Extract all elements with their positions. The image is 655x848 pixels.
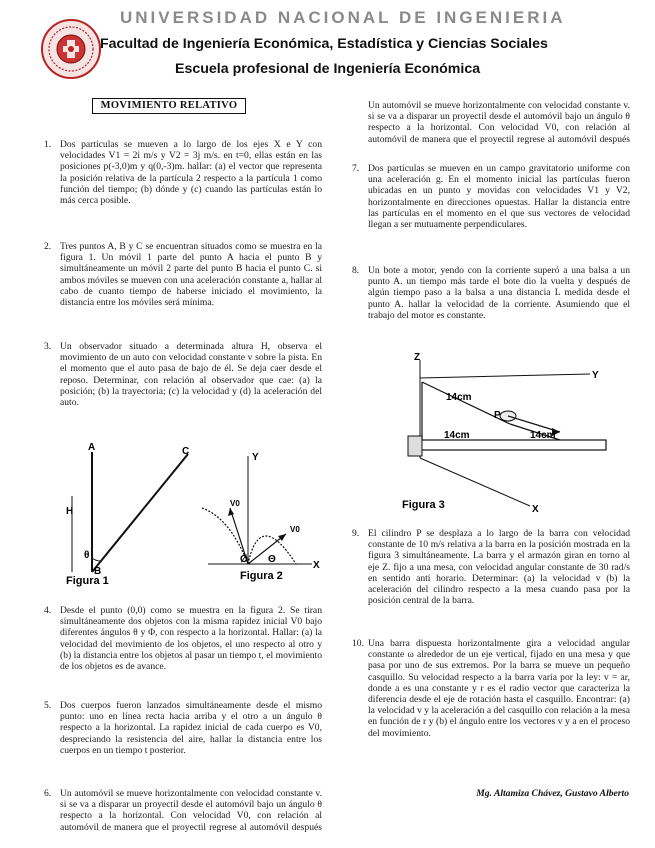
figure2-label-phi: Ø — [240, 554, 248, 565]
figure3-label-x: X — [532, 504, 539, 515]
figure2-label-v0b: V0 — [290, 525, 300, 534]
figure1-diagonal-line — [92, 454, 188, 572]
figure-3 — [390, 348, 630, 518]
problem-number: 2. — [44, 241, 52, 252]
problem-text: Un automóvil se mueve horizontalmente con velocidad constante v. si se va a disparar un proyectil desde el automóvil bajo un ángulo θ respecto a la horizontal. Con velocidad V0, con relación al automóvil de manera que el proyectil regrese al automóvil después — [60, 788, 322, 832]
problem-number: 1. — [44, 139, 52, 150]
problem-number: 10. — [352, 638, 364, 649]
problem-number: 7. — [352, 163, 360, 174]
faculty-name: Facultad de Ingeniería Económica, Estadística y Ciencias Sociales — [100, 36, 548, 52]
figure3-caption: Figura 3 — [402, 499, 445, 511]
problem-text: Dos partículas se mueven en un campo gravitatorio uniforme con una aceleración g. En el momento inicial las partículas fueron ubicadas en un punto y movidas con velocidades V1 y V2, horizontalmente en direcciones opuestas. Hallar la distancia entre las partículas en el momento en el que sus vectores de velocidad llegan a ser mutuamente perpendiculares. — [368, 163, 630, 231]
figure2-label-theta: Θ — [268, 554, 276, 565]
figure3-label-z: Z — [414, 352, 421, 363]
problem-text: Un observador situado a determinada altura H, observa el movimiento de un auto con velocidad constante v sobre la pista. En el momento que el auto pasa de bajo de él. Se deja caer desde el reposo. Determinar, con relación al observador que cae: (a) la posición; (b) la trayectoria; (c) la velocidad y (d) la aceleración del auto. — [60, 341, 322, 409]
problem-text: Dos cuerpos fueron lanzados simultáneamente desde el mismo punto: uno en línea recta hacia arriba y el otro a un ángulo θ respecto a la horizontal. La rapidez inicial de cada cuerpo es V0, despreciando la resistencia del aire, hallar la distancia entre los cuerpos en un tiempo t posterior. — [60, 700, 322, 756]
figure3-label-d2: 14cm — [444, 430, 470, 441]
problem-number: 8. — [352, 265, 360, 276]
figure1-label-h: H — [66, 506, 74, 517]
problem-text: Un bote a motor, yendo con la corriente superó a una balsa a un punto A. un tiempo más tarde el bote dio la vuelta y después de algún tiempo paso a la balsa a una distancia L medida desde el punto A. hallar la velocidad de la corriente. Asumiendo que el trabajo del motor es constante. — [368, 265, 630, 321]
figure1-label-c: C — [182, 446, 190, 457]
figure2-label-v0a: V0 — [230, 499, 240, 508]
figure3-frame — [408, 436, 422, 456]
section-title: MOVIMIENTO RELATIVO — [92, 98, 246, 114]
problem-number: 4. — [44, 605, 52, 616]
figure3-label-d1: 14cm — [446, 392, 472, 403]
figure-1 — [60, 440, 200, 590]
figure1-label-theta: θ — [84, 550, 90, 561]
school-name: Escuela profesional de Ingeniería Económica — [175, 61, 481, 77]
figure1-label-a: A — [88, 442, 96, 453]
problem-text: Desde el punto (0,0) como se muestra en la figura 2. Se tiran simultáneamente dos objetos con la misma rapidez inicial V0 bajo diferentes ángulos θ y Φ, con respecto a la horizontal. Hallar: (a) la velocidad del movimiento de los objetos, el uno respecto al otro y (b) la distancia entre los objetos al pasar un tiempo t, el movimiento de los objetos es de avance. — [60, 605, 322, 673]
figure3-y-axis — [420, 374, 590, 378]
problem-text: Una barra dispuesta horizontalmente gira a velocidad angular constante ω alrededor de un eje vertical, fijado en una mesa y que pasa por uno de sus extremos. Por la barra se mueve un pequeño casquillo. Su velocidad respecto a la barra varía por la ley: v = ar, donde a es una constante y r es el radio vector que caracteriza la diferencia desde el eje de rotación hasta el casquillo. Encontrar: (a) la velocidad v y la aceleración a del casquillo con relación a la mesa en función de r y (b) el ángulo entre los vectores v y a en el proceso del movimiento. — [368, 638, 630, 739]
problem-number: 5. — [44, 700, 52, 711]
problem-number: 6. — [44, 788, 52, 799]
figure2-label-y: Y — [252, 452, 259, 463]
problem-text-continued: Un automóvil se mueve horizontalmente con velocidad constante v. si se va a disparar un proyectil desde el automóvil bajo un ángulo θ respecto a la horizontal. Con velocidad V0, con relación al automóvil de manera que el proyectil regrese al automóvil después — [368, 100, 630, 144]
figure-2 — [200, 448, 325, 588]
author-signature: Mg. Altamiza Chávez, Gustavo Alberto — [476, 788, 629, 799]
problem-text: El cilindro P se desplaza a lo largo de la barra con velocidad constante de 10 m/s relativa a la barra en la posición mostrada en la figura 3 simultáneamente. La barra y el armazón giran en torno al eje Z. fijo a una mesa, con velocidad angular constante de 30 rad/s en sentido anti horario. Determinar: (a) la velocidad v (b) la aceleración del cilindro respecto a la mesa cuando pasa por la posición central de la barra. — [368, 528, 630, 607]
problem-number: 3. — [44, 341, 52, 352]
problem-text: Tres puntos A, B y C se encuentran situados como se muestra en la figura 1. Un móvil 1 parte del punto A hacia el punto B y simultáneamente un móvil 2 parte del punto B hacia el punto C. si ambos móviles se mueven con una aceleración constante a, hallar al cabo de cuanto tiempo de haberse iniciado el movimiento, la distancia entre los móviles será mínima. — [60, 241, 322, 309]
problem-text: Dos partículas se mueven a lo largo de los ejes X e Y con velocidades V1 = 2i m/s y V2 = 3j m/s. en t=0, ellas están en las posiciones p(-3,0)m y q(0,-3)m. hallar: (a) el vector que representa la posición relativa de la partícula 2 respecto a la partícula 1 como función del tiempo; (b) dónde y (c) cuando las partículas están lo más cerca posible. — [60, 139, 322, 207]
problem-number: 9. — [352, 528, 360, 539]
figure2-label-x: X — [313, 560, 320, 571]
figure3-label-p: P — [494, 410, 501, 421]
university-seal-icon — [40, 18, 102, 80]
figure1-label-b: B — [94, 566, 102, 577]
figure3-label-d3: 14cm — [530, 430, 556, 441]
figure2-caption: Figura 2 — [240, 570, 283, 582]
figure3-label-y: Y — [592, 370, 599, 381]
figure1-caption: Figura 1 — [66, 575, 109, 587]
university-name: UNIVERSIDAD NACIONAL DE INGENIERIA — [120, 8, 566, 27]
figure3-bar — [416, 440, 606, 450]
